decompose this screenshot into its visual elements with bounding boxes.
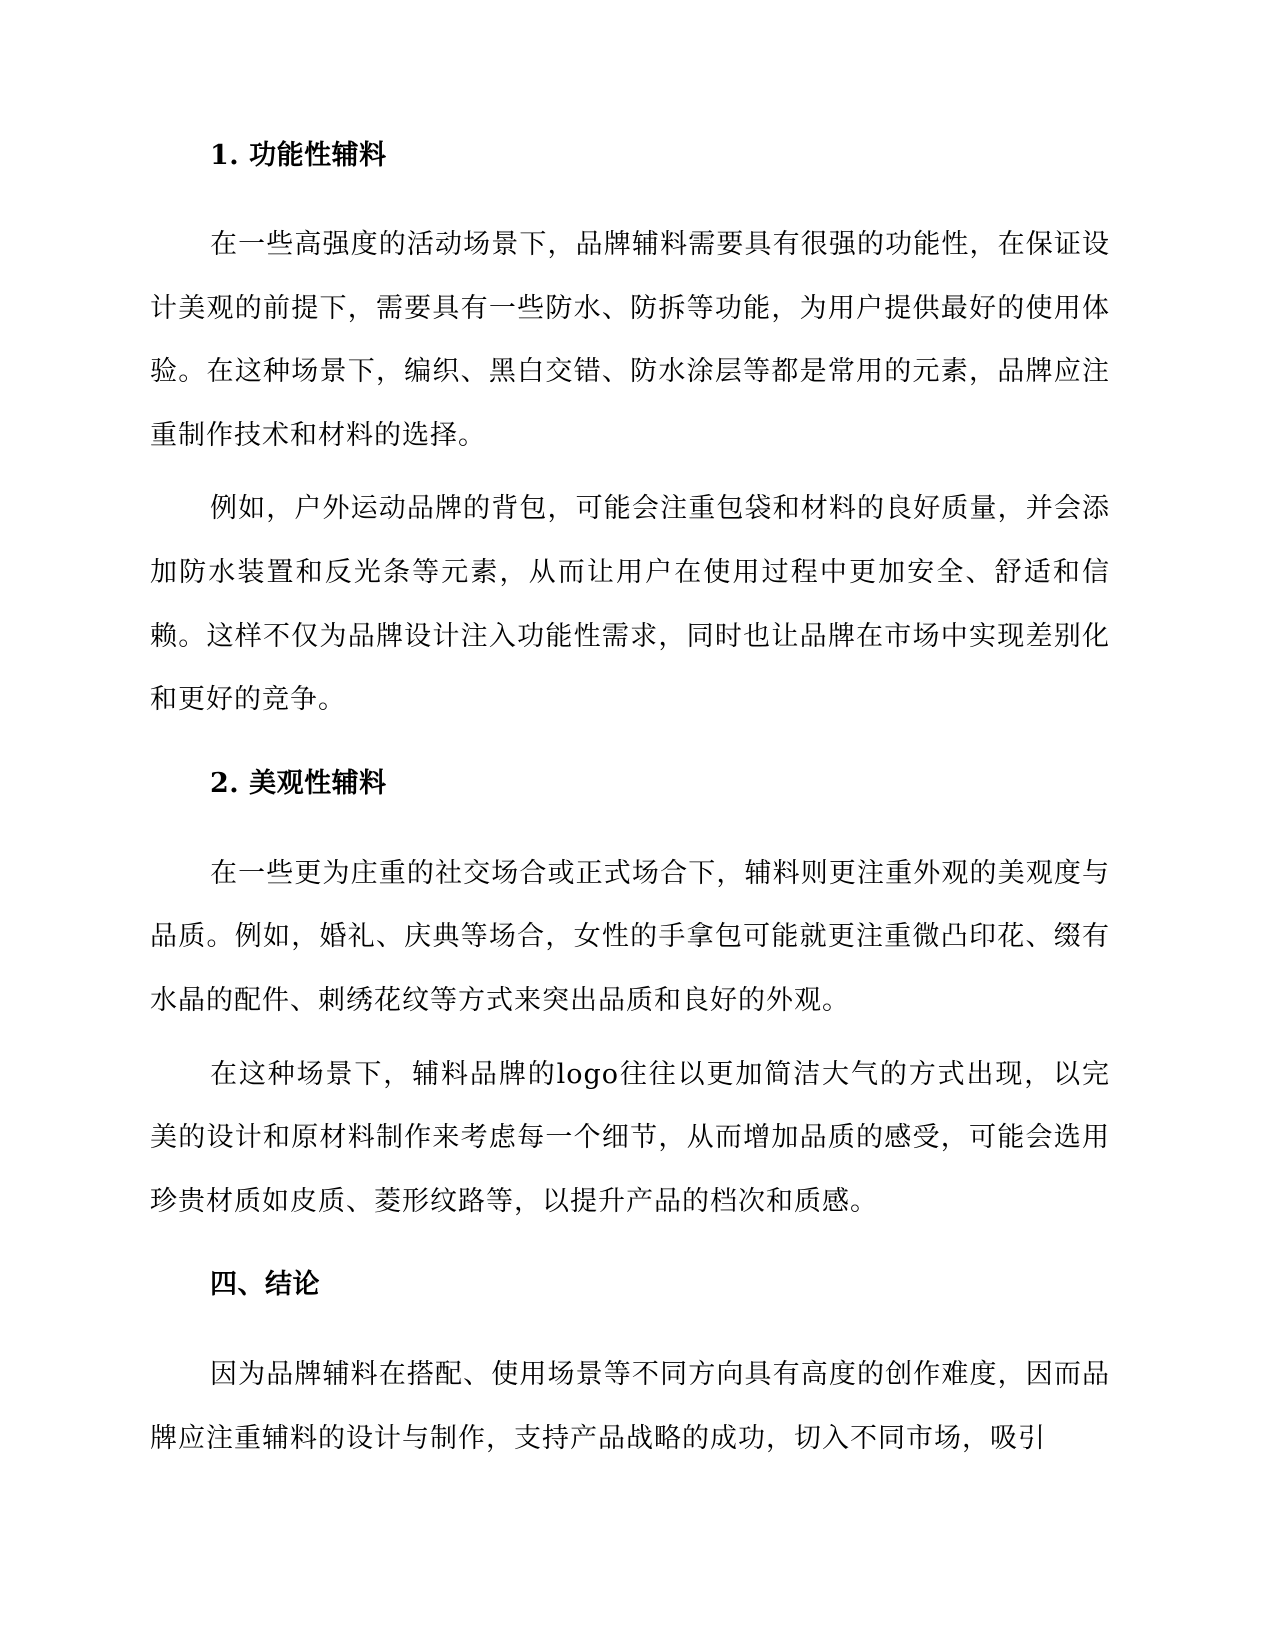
section-heading-aesthetic: 2. 美观性辅料 xyxy=(210,767,387,799)
paragraph-functional-intro: 在一些高强度的活动场景下，品牌辅料需要具有很强的功能性，在保证设计美观的前提下，需要具有一些防水、防拆等功能，为用户提供最好的使用体验。在这种场景下，编织、黑白交错、防水涂层等都是常用的元素，品牌应注重制作技术和材料的选择。 xyxy=(150,229,1110,451)
paragraph-aesthetic-intro: 在一些更为庄重的社交场合或正式场合下，辅料则更注重外观的美观度与品质。例如，婚礼、庆典等场合，女性的手拿包可能就更注重微凸印花、缀有水晶的配件、刺绣花纹等方式来突出品质和良好的外观。 xyxy=(150,857,1110,1016)
paragraph-aesthetic-logo: 在这种场景下，辅料品牌的logo往往以更加简洁大气的方式出现，以完美的设计和原材料制作来考虑每一个细节，从而增加品质的感受，可能会选用珍贵材质如皮质、菱形纹路等，以提升产品的档次和质感。 xyxy=(150,1058,1110,1217)
section-heading-functional: 1. 功能性辅料 xyxy=(210,140,387,171)
paragraph-functional-example: 例如，户外运动品牌的背包，可能会注重包袋和材料的良好质量，并会添加防水装置和反光条等元素，从而让用户在使用过程中更加安全、舒适和信赖。这样不仅为品牌设计注入功能性需求，同时也让品牌在市场中实现差别化和更好的竞争。 xyxy=(150,493,1110,716)
paragraph-conclusion: 因为品牌辅料在搭配、使用场景等不同方向具有高度的创作难度，因而品牌应注重辅料的设计与制作，支持产品战略的成功，切入不同市场，吸引 xyxy=(150,1359,1110,1454)
document-body xyxy=(150,140,1110,1471)
section-heading-conclusion: 四、结论 xyxy=(210,1269,320,1301)
